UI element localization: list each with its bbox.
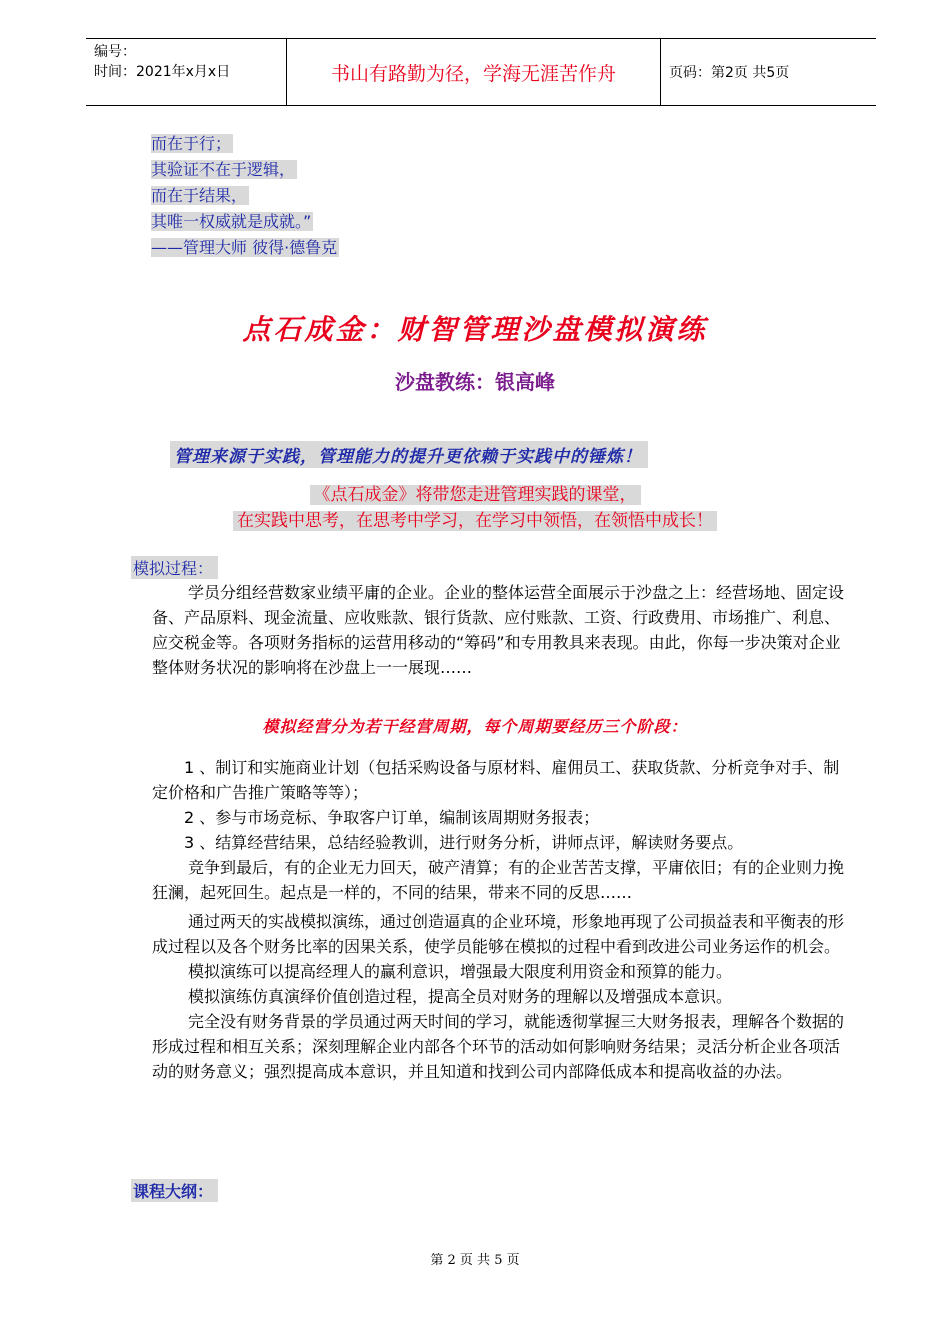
process-paragraph-block <box>152 580 844 680</box>
intro-line: 《点石成金》将带您走进管理实践的课堂， <box>310 485 641 505</box>
page-title: 点石成金：财智管理沙盘模拟演练 <box>242 313 708 346</box>
quote-line: 其验证不在于逻辑， <box>151 160 296 179</box>
quote-line: 其唯一权威就是成就。” <box>151 212 312 231</box>
header-page-info: 页码：第2页 共5页 <box>669 65 790 81</box>
code-label: 编号： <box>94 44 136 60</box>
phase-item: 2 、参与市场竞标、争取客户订单，编制该周期财务报表； <box>184 808 600 827</box>
quote-attribution: ——管理大师 彼得·德鲁克 <box>151 238 338 257</box>
quote-line: 而在于行； <box>151 134 232 153</box>
header-motto: 书山有路勤为径，学海无涯苦作舟 <box>287 39 661 105</box>
coach-name: 沙盘教练：银高峰 <box>395 370 555 394</box>
body-paragraph: 模拟演练仿真演绎价值创造过程，提高全员对财务的理解以及增强成本意识。 <box>188 987 733 1006</box>
process-paragraph: 学员分组经营数家业绩平庸的企业。企业的整体运营全面展示于沙盘之上：经营场地、固定设备、产品原料、现金流量、应收账款、银行货款、应付账款、工资、行政费用、市场推广、利息、应交税金等。各项财务指标的运营用移动的“筹码”和专用教具来表现。由此，你每一步决策对企业整体财务状况的影响将在沙盘上一一展现…… <box>152 583 845 677</box>
motto-line: 管理来源于实践，管理能力的提升更依赖于实践中的锤炼！ <box>170 441 648 468</box>
quote-line: 而在于结果， <box>151 186 248 205</box>
phase-item: 1 、制订和实施商业计划（包括采购设备与原材料、雇佣员工、获取货款、分析竞争对手、制定价格和广告推广策略等等）； <box>152 758 840 802</box>
time-label: 时间：2021年x月x日 <box>94 64 231 80</box>
section-heading-process: 模拟过程： <box>131 556 218 579</box>
intro-line: 在实践中思考，在思考中学习，在学习中领悟，在领悟中成长！ <box>233 511 717 531</box>
section-heading-outline: 课程大纲： <box>131 1179 218 1202</box>
phase-item: 3 、结算经营结果，总结经验教训，进行财务分析，讲师点评，解读财务要点。 <box>184 833 744 852</box>
intro-block <box>0 482 950 534</box>
header-meta <box>86 39 287 105</box>
body-paragraph: 完全没有财务背景的学员通过两天时间的学习，就能透彻掌握三大财务报表，理解各个数据的形成过程和相互关系；深刻理解企业内部各个环节的活动如何影响财务结果；灵活分析企业各项活动的财务意义；强烈提高成本意识，并且知道和找到公司内部降低成本和提高收益的办法。 <box>152 1012 845 1081</box>
body-paragraph: 竞争到最后，有的企业无力回天，破产清算；有的企业苦苦支撑，平庸依旧；有的企业则力挽狂澜，起死回生。起点是一样的，不同的结果，带来不同的反思…… <box>152 858 845 902</box>
header-table <box>86 38 876 106</box>
phases-list <box>152 755 844 1084</box>
quote-block <box>151 131 339 261</box>
body-paragraph: 通过两天的实战模拟演练，通过创造逼真的企业环境，形象地再现了公司损益表和平衡表的形成过程以及各个财务比率的因果关系，使学员能够在模拟的过程中看到改进公司业务运作的机会。 <box>152 912 845 956</box>
phase-heading: 模拟经营分为若干经营周期，每个周期要经历三个阶段： <box>262 717 688 736</box>
body-paragraph: 模拟演练可以提高经理人的赢利意识，增强最大限度利用资金和预算的能力。 <box>188 962 733 981</box>
page-footer: 第 2 页 共 5 页 <box>430 1253 520 1268</box>
